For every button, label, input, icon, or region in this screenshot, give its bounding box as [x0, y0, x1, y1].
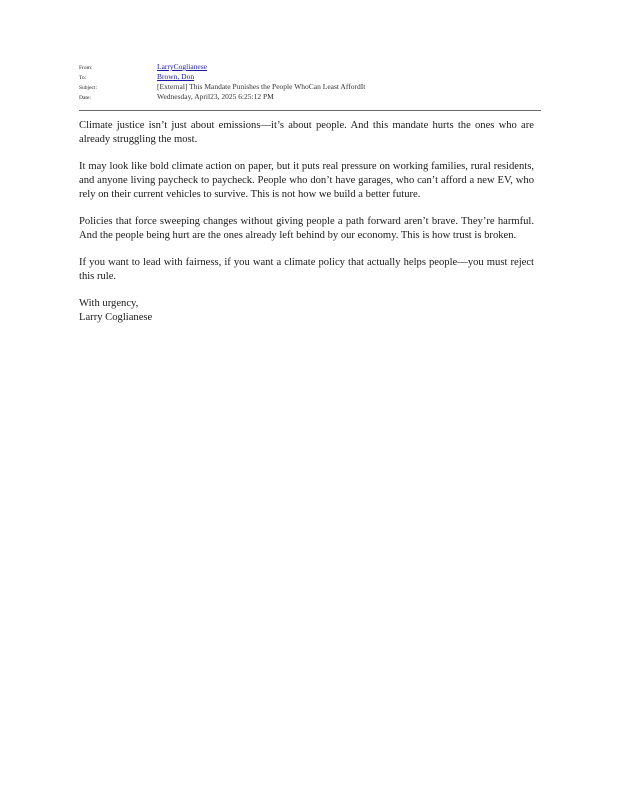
email-header [79, 62, 541, 102]
header-row-subject [79, 82, 541, 92]
signature-line: Larry Coglianese [79, 312, 153, 323]
from-label: From: [79, 65, 93, 71]
subject-value: [External] This Mandate Punishes the People WhoCan Least AffordIt [157, 82, 366, 91]
to-recipient-link[interactable]: Brown, Don [157, 72, 195, 81]
subject-label: Subject: [79, 85, 98, 91]
date-value: Wednesday, April23, 2025 6:25:12 PM [157, 92, 274, 101]
header-divider [79, 110, 541, 111]
closing-line: With urgency, [79, 298, 139, 309]
body-paragraph-2: It may look like bold climate action on paper, but it puts real pressure on working families, rural residents, and anyone living paycheck to paycheck. People who don’t have garages, who can’t afford a new EV, who rely on their current vehicles to survive. This is not how we build a better future. [79, 161, 534, 200]
body-paragraph-1: Climate justice isn’t just about emissions—it’s about people. And this mandate hurts the ones who are already struggling the most. [79, 120, 534, 145]
email-body [79, 119, 534, 325]
header-row-date [79, 92, 541, 102]
body-paragraph-3: Policies that force sweeping changes without giving people a path forward aren’t brave. They’re harmful. And the people being hurt are the ones already left behind by our economy. This is how trust is broken. [79, 216, 534, 241]
header-row-from [79, 62, 541, 72]
to-label: To: [79, 75, 87, 81]
date-label: Date: [79, 95, 91, 101]
body-paragraph-4: If you want to lead with fairness, if you want a climate policy that actually helps people—you must reject this rule. [79, 257, 534, 282]
from-sender-link[interactable]: LarryCoglianese [157, 62, 207, 71]
header-row-to [79, 72, 541, 82]
